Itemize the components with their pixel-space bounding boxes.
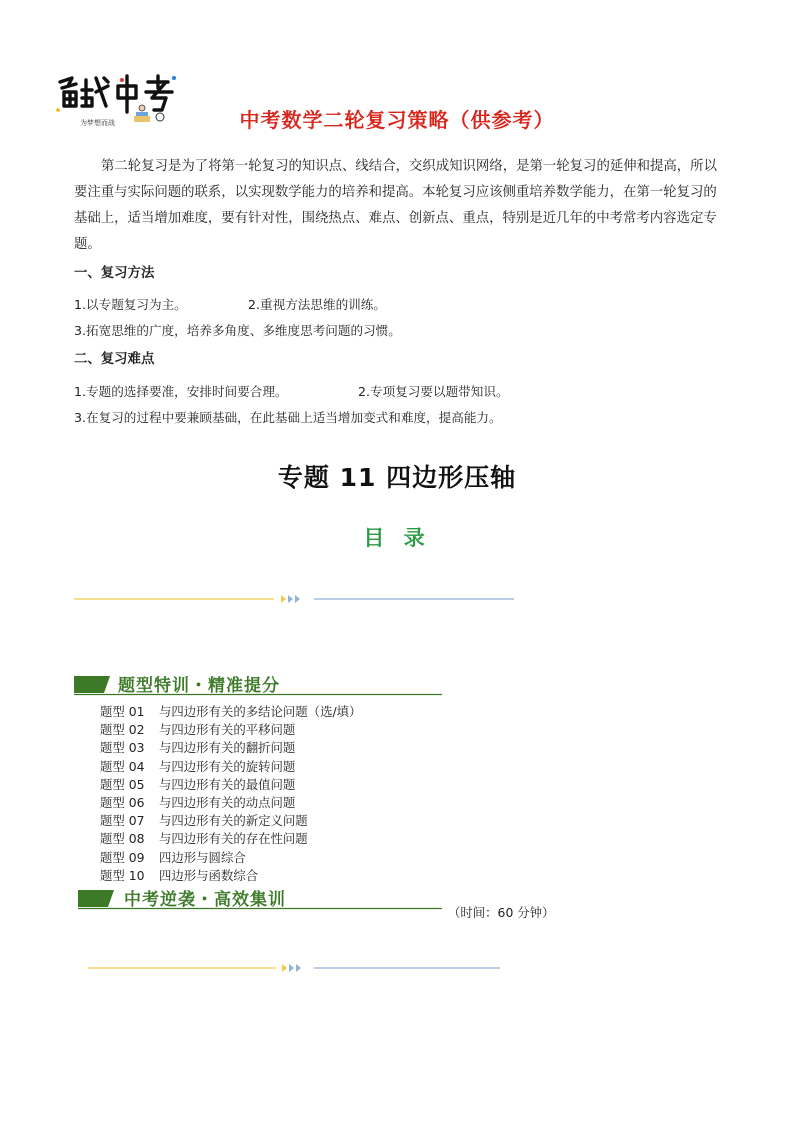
- time-note: （时间：60 分钟）: [448, 905, 555, 920]
- difficulties-item-1: 1.专题的选择要准，安排时间要合理。: [74, 384, 288, 399]
- toc-item-01[interactable]: 题型 01 与四边形有关的多结论问题（选/填）: [100, 704, 362, 719]
- difficulties-item-2: 2.专项复习要以题带知识。: [358, 384, 509, 399]
- toc-list: [100, 703, 361, 885]
- toc-item-02[interactable]: 题型 02 与四边形有关的平移问题: [100, 722, 296, 738]
- toc-divider-top: [74, 592, 514, 606]
- section-2-title: 中考逆袭・高效集训: [124, 890, 286, 910]
- topic-title: 专题 11 四边形压轴: [277, 463, 517, 492]
- toc-divider-bottom: [88, 961, 502, 975]
- methods-heading: 一、复习方法: [74, 266, 155, 281]
- intro-paragraph: 第二轮复习是为了将第一轮复习的知识点、线结合，交织成知识网络，是第一轮复习的延伸和提高，所以要注重与实际问题的联系，以实现数学能力的培养和提高。本轮复习应该侧重培养数学能力，在第一轮复习的基础上，适当增加难度，要有针对性，围绕热点、难点、创新点、重点，特别是近几年的中考常考内容选定专题。: [74, 159, 717, 252]
- toc-item-08[interactable]: 题型 08 与四边形有关的存在性问题: [100, 831, 308, 847]
- difficulties-heading: 二、复习难点: [74, 352, 155, 367]
- section-1-title: 题型特训・精准提分: [118, 676, 280, 696]
- methods-item-3: 3.拓宽思维的广度，培养多角度、多维度思考问题的习惯。: [74, 323, 401, 338]
- methods-item-1: 1.以专题复习为主。: [74, 297, 187, 312]
- methods-item-2: 2.重视方法思维的训练。: [248, 297, 386, 312]
- toc-item-05[interactable]: 题型 05 与四边形有关的最值问题: [100, 776, 296, 792]
- difficulties-item-3: 3.在复习的过程中要兼顾基础，在此基础上适当增加变式和难度，提高能力。: [74, 410, 502, 425]
- svg-text:为梦想而战: 为梦想而战: [80, 119, 115, 127]
- toc-heading: 目 录: [363, 526, 431, 550]
- toc-item-07[interactable]: 题型 07 与四边形有关的新定义问题: [100, 813, 308, 829]
- document-title: 中考数学二轮复习策略（供参考）: [239, 108, 555, 132]
- toc-item-09[interactable]: 题型 09 四边形与圆综合: [100, 849, 246, 865]
- toc-item-06[interactable]: 题型 06 与四边形有关的动点问题: [100, 795, 296, 811]
- toc-item-10[interactable]: 题型 10 四边形与函数综合: [100, 867, 259, 883]
- toc-item-03[interactable]: 题型 03 与四边形有关的翻折问题: [100, 740, 296, 756]
- toc-item-04[interactable]: 题型 04 与四边形有关的旋转问题: [100, 758, 296, 774]
